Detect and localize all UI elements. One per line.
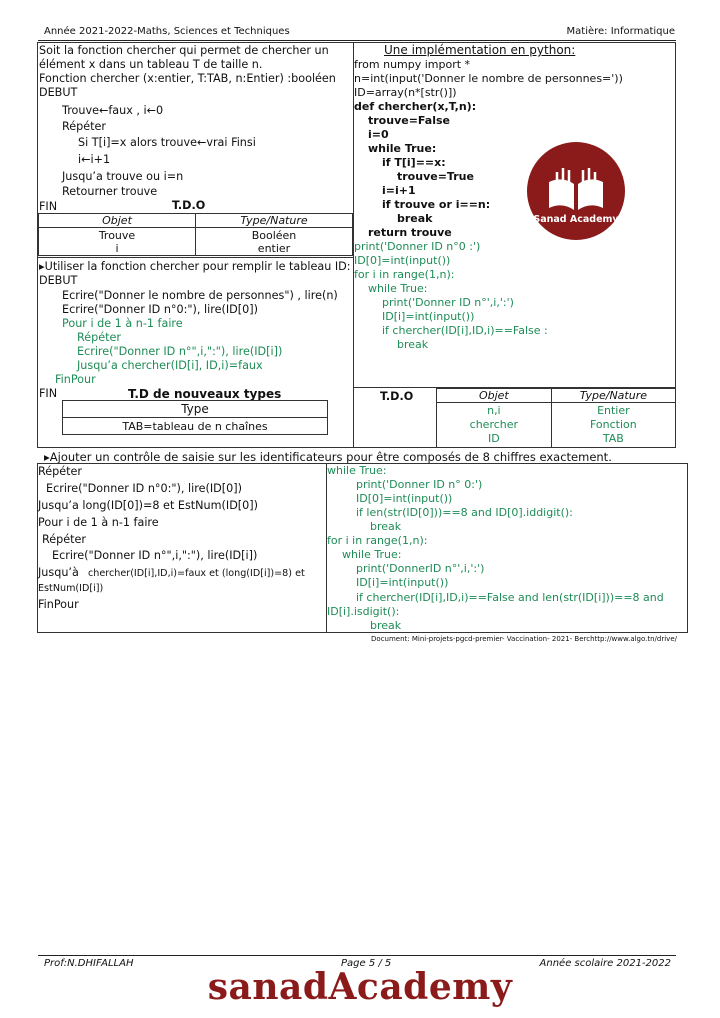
algo-intro-2: élément x dans un tableau T de taille n. [39, 58, 263, 71]
use-title: ▸Utiliser la fonction chercher pour remplir le tableau ID: [39, 260, 351, 273]
brand-wordmark: sanadAcademy [207, 966, 513, 1008]
algo-intro-1: Soit la fonction chercher qui permet de chercher un [39, 44, 329, 57]
ctrl-left-line: Répéter [38, 465, 83, 478]
ctrl-right-line: while True: [327, 464, 387, 477]
triangle-icon: ▸ [39, 260, 45, 273]
algo-line-3: Si T[i]=x alors trouve←vrai Finsi [78, 136, 256, 149]
py-green-line: ID[0]=int(input()) [354, 254, 451, 267]
ctrl-right-line: ID[0]=int(input()) [356, 492, 453, 505]
py-line: break [397, 212, 433, 225]
header-left: Année 2021-2022-Maths, Sciences et Techniques [44, 26, 290, 37]
py-green-line: break [397, 338, 429, 351]
header-right: Matière: Informatique [566, 26, 675, 37]
py-line: from numpy import * [354, 58, 471, 71]
footer-prof: Prof:N.DHIFALLAH [44, 958, 134, 969]
use-green-2: Répéter [77, 331, 122, 344]
tdo-obj-2: i [115, 241, 119, 255]
ctrl-left-line: chercher(ID[i],ID,i)=faux et (long(ID[i])=8) et [88, 568, 305, 579]
doc-reference: Document: Mini-projets-pgcd-premier- Vaccination- 2021- Berchttp://www.algo.tn/drive/ [371, 635, 677, 643]
algo-tdo-title: T.D.O [172, 199, 206, 212]
ctrl-left-line: Ecrire("Donner ID n°0:"), lire(ID[0]) [46, 482, 242, 495]
py-tdo-obj: chercher [469, 418, 519, 431]
ctrl-left-line: FinPour [38, 598, 79, 611]
py-tdo-obj: ID [488, 432, 500, 445]
use-green-3: Ecrire("Donner ID n°",i,":"), lire(ID[i]) [77, 345, 283, 358]
py-green-line: print('Donner ID n°0 :') [354, 240, 481, 253]
algo-line-1: Trouve←faux , i←0 [62, 104, 164, 117]
logo-text: Sanad Academy [533, 214, 619, 225]
algo-debut: DEBUT [39, 86, 78, 99]
control-title: ▸Ajouter un contrôle de saisie sur les identificateurs pour être composés de 8 chiffres exactement. [44, 450, 612, 464]
ctrl-right-line: print('DonnerID n°',i,':') [356, 562, 485, 575]
tdo-type-2: entier [257, 241, 291, 255]
py-line: ID=array(n*[str()]) [354, 86, 457, 99]
py-green-line: for i in range(1,n): [354, 268, 455, 281]
py-line: i=0 [368, 128, 389, 141]
ctrl-left-line: EstNum(ID[i]) [38, 583, 104, 594]
section-divider [38, 257, 353, 258]
py-tdo-header-objet: Objet [437, 389, 552, 403]
py-line: if trouve or i==n: [382, 198, 491, 211]
header-rule [38, 40, 676, 41]
tdnt-table [62, 400, 328, 435]
ctrl-right-line: print('Donner ID n° 0:') [356, 478, 483, 491]
tdo-header-objet: Objet [39, 214, 196, 228]
python-tdo-table [436, 388, 676, 448]
use-debut: DEBUT [39, 274, 78, 287]
book-icon [527, 142, 625, 240]
algo-line-2: Répéter [62, 120, 107, 133]
py-line: return trouve [368, 226, 452, 239]
py-line: def chercher(x,T,n): [354, 100, 477, 113]
ctrl-left-line: Pour i de 1 à n-1 faire [38, 516, 159, 529]
ctrl-left-line: Jusqu’à [38, 566, 79, 579]
py-tdo-header-type: Type/Nature [551, 389, 675, 403]
tdnt-value: TAB=tableau de n chaînes [63, 418, 328, 435]
use-green-1: Pour i de 1 à n-1 faire [62, 317, 183, 330]
use-line-1: Ecrire("Donner le nombre de personnes") , lire(n) [62, 289, 338, 302]
tdnt-header: Type [63, 401, 328, 418]
ctrl-right-line: for i in range(1,n): [327, 534, 428, 547]
algo-line-4: i←i+1 [78, 153, 111, 166]
sanad-logo [527, 142, 625, 240]
py-tdo-obj: n,i [487, 404, 501, 417]
py-green-line: if chercher(ID[i],ID,i)==False : [382, 324, 548, 337]
tdo-header-type: Type/Nature [196, 214, 353, 228]
algo-fin: FIN [39, 200, 58, 213]
footer-rule [38, 955, 676, 956]
py-line: if T[i]==x: [382, 156, 446, 169]
footer-year: Année scolaire 2021-2022 [539, 958, 671, 969]
ctrl-left-line: Ecrire("Donner ID n°",i,":"), lire(ID[i]) [52, 549, 258, 562]
python-title: Une implémentation en python: [384, 43, 576, 57]
triangle-icon: ▸ [44, 450, 50, 464]
use-fin: FIN [39, 387, 58, 400]
py-line: n=int(input('Donner le nombre de personnes=')) [354, 72, 623, 85]
py-green-line: ID[i]=int(input()) [382, 310, 475, 323]
tdo-obj-1: Trouve [98, 228, 136, 242]
python-tdo-title: T.D.O [380, 390, 414, 403]
py-tdo-type: TAB [602, 432, 624, 445]
ctrl-left-line: Répéter [42, 533, 87, 546]
algo-tdo-table [38, 213, 353, 256]
py-line: while True: [368, 142, 437, 155]
py-green-line: while True: [368, 282, 428, 295]
ctrl-right-line: break [370, 619, 402, 632]
py-green-line: print('Donner ID n°',i,':') [382, 296, 514, 309]
py-line: trouve=False [368, 114, 450, 127]
py-tdo-type: Fonction [589, 418, 637, 431]
py-line: trouve=True [397, 170, 474, 183]
ctrl-left-line: Jusqu’a long(ID[0])=8 et EstNum(ID[0]) [38, 499, 259, 512]
use-green-5: FinPour [55, 373, 96, 386]
algo-line-6: Retourner trouve [62, 185, 158, 198]
py-line: i=i+1 [382, 184, 416, 197]
footer-page: Page 5 / 5 [341, 958, 392, 969]
ctrl-right-line: break [370, 520, 402, 533]
use-line-2: Ecrire("Donner ID n°0:"), lire(ID[0]) [62, 303, 258, 316]
use-green-4: Jusqu’a chercher(ID[i], ID,i)=faux [77, 359, 263, 372]
ctrl-right-line: while True: [342, 548, 402, 561]
ctrl-right-line: if chercher(ID[i],ID,i)==False and len(str(ID[i]))==8 and [356, 591, 664, 604]
tdo-type-1: Booléen [251, 228, 297, 242]
ctrl-right-line: ID[i].isdigit(): [327, 605, 400, 618]
algo-line-5: Jusqu’a trouve ou i=n [62, 170, 184, 183]
ctrl-right-line: if len(str(ID[0]))==8 and ID[0].iddigit(): [356, 506, 573, 519]
ctrl-right-line: ID[i]=int(input()) [356, 576, 449, 589]
py-tdo-type: Entier [597, 404, 630, 417]
tdnt-title: T.D de nouveaux types [128, 387, 282, 401]
algo-signature: Fonction chercher (x:entier, T:TAB, n:Entier) :booléen [39, 72, 336, 85]
